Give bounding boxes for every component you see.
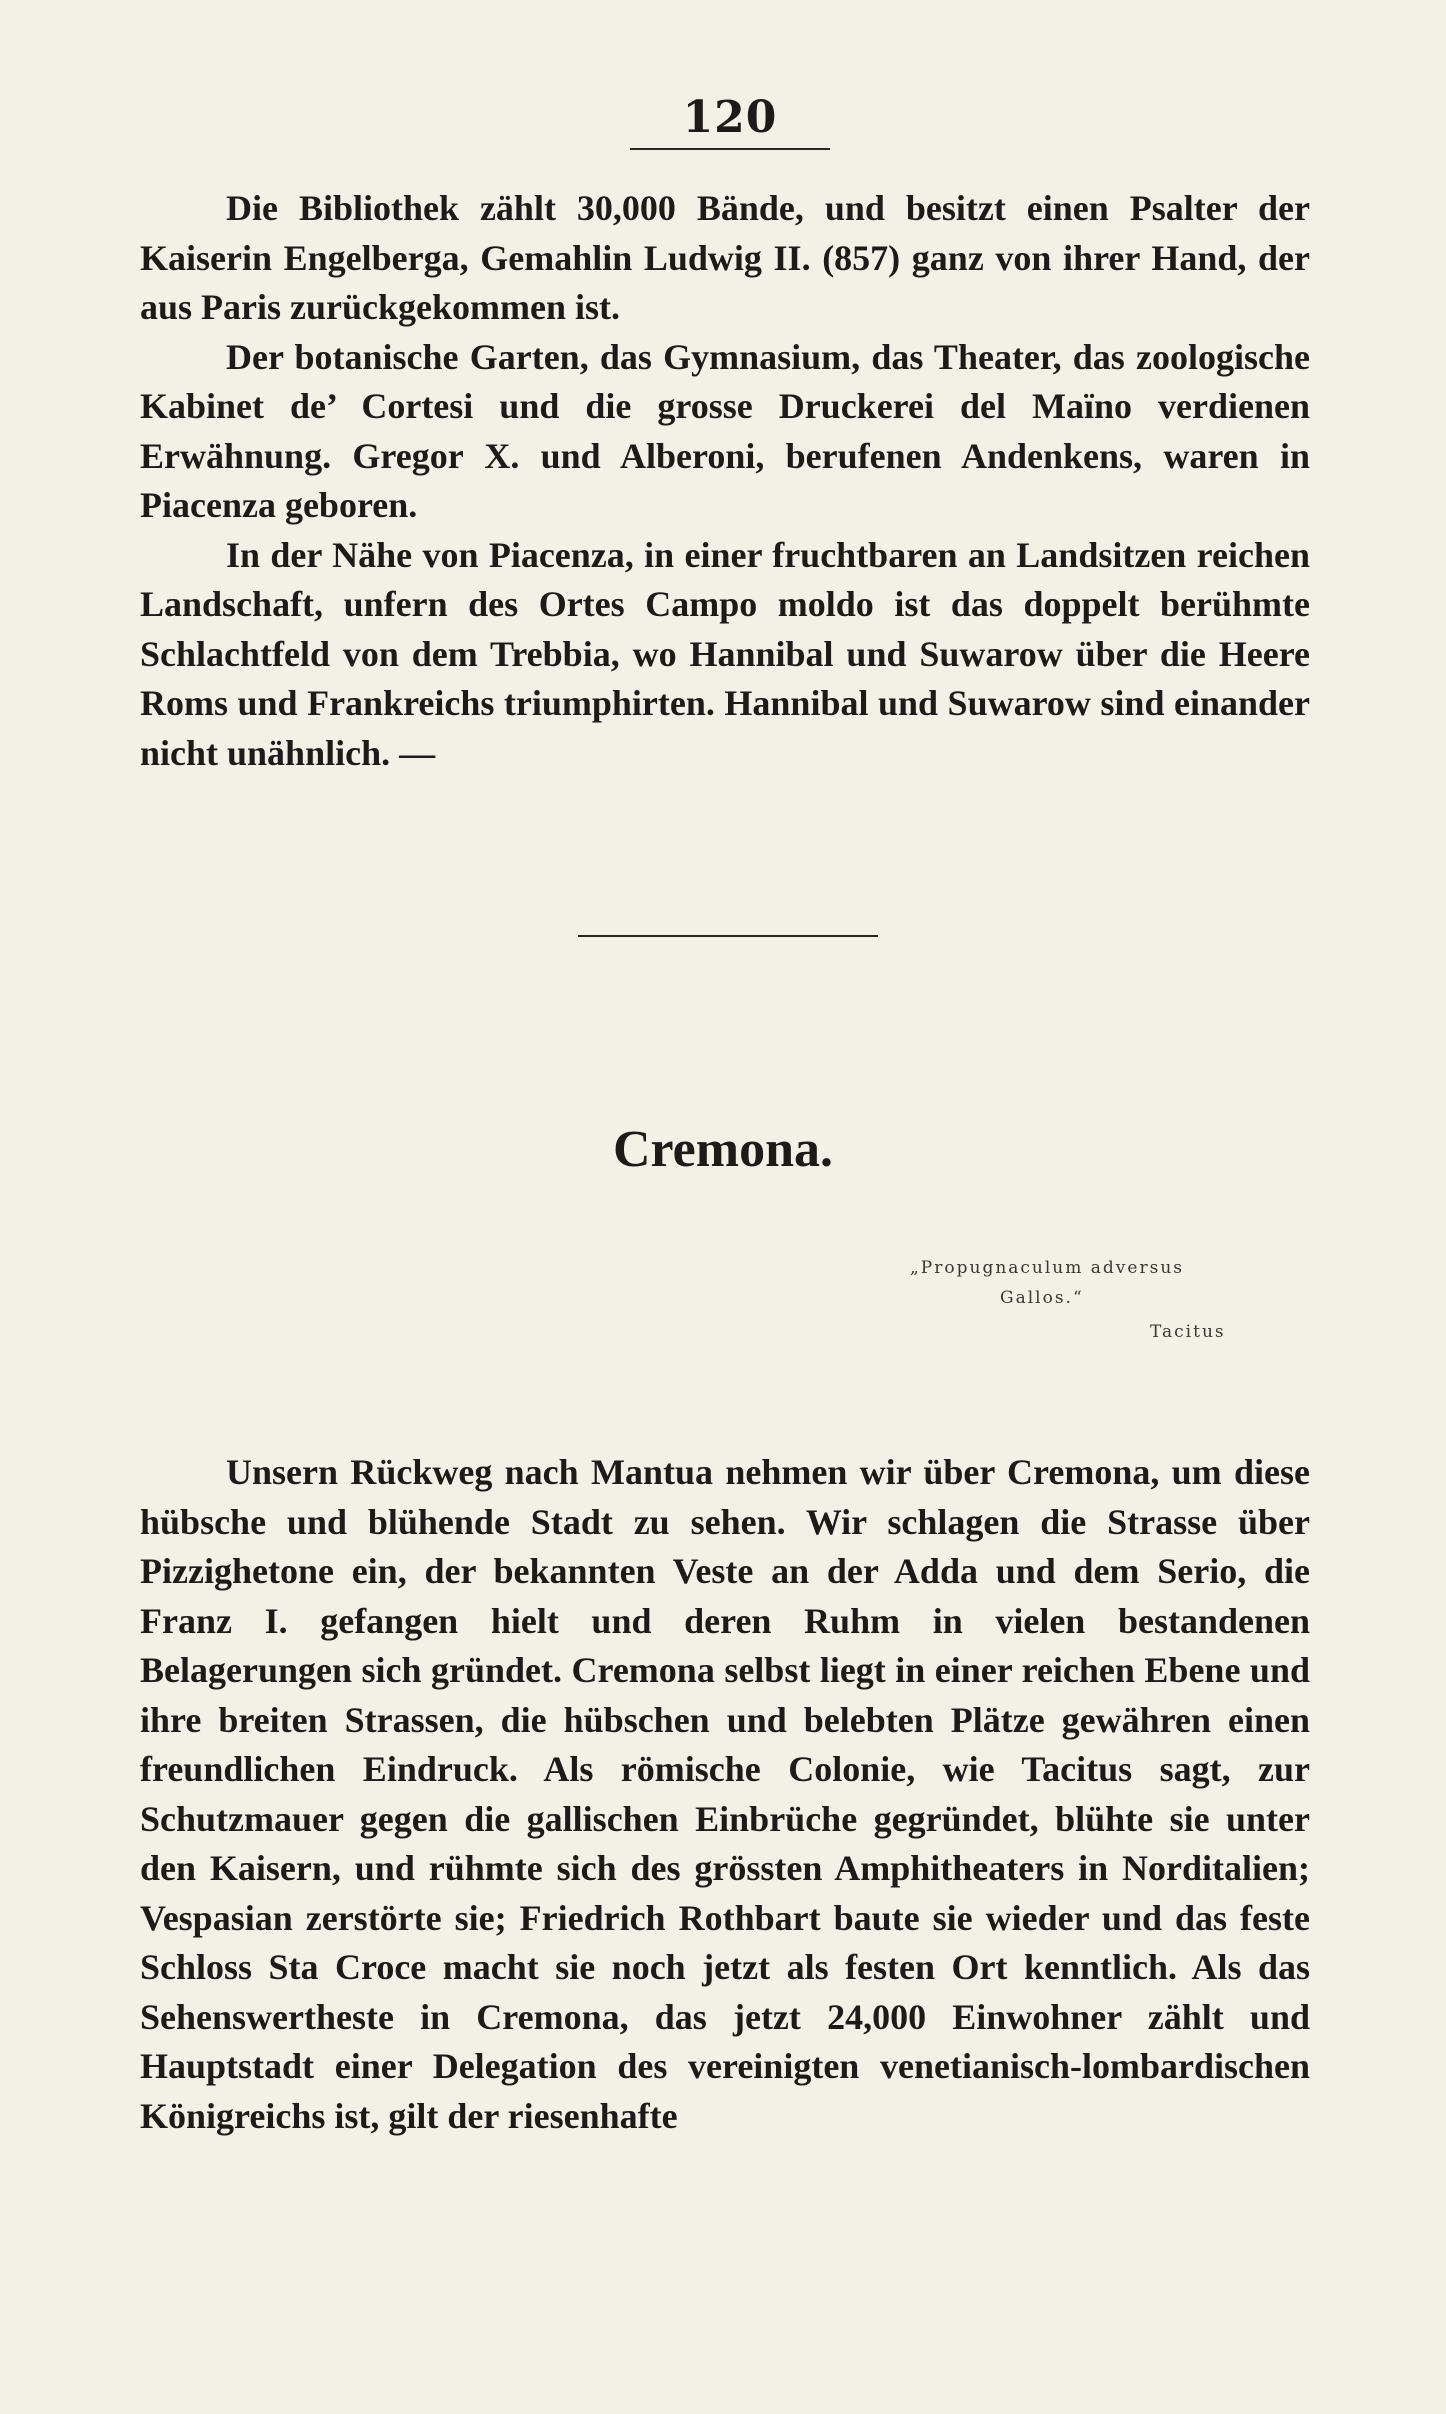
paragraph: Der botanische Garten, das Gymnasium, das Theater, das zoologische Kabinet de’ Cortesi und die grosse Druckerei del Maïno verdienen Erwähnung. Gregor X. und Alberoni, berufenen Andenkens, waren in Piacenza geboren.: [140, 336, 1310, 525]
section-title: Cremona.: [612, 1121, 833, 1178]
page-number: 120: [682, 92, 778, 143]
text-block-cremona: [140, 1448, 1310, 2141]
page-number-rule: [630, 148, 830, 150]
text-block-piacenza: [140, 184, 1310, 778]
paragraph: In der Nähe von Piacenza, in einer fruchtbaren an Landsitzen reichen Landschaft, unfern des Ortes Campo moldo ist das doppelt berühmte Schlachtfeld von dem Trebbia, wo Hannibal und Suwarow über die Heere Roms und Frankreichs triumphirten. Hannibal und Suwarow sind einander nicht unähnlich. —: [140, 534, 1310, 773]
epigraph: [900, 1253, 1300, 1347]
paragraph: Die Bibliothek zählt 30,000 Bände, und besitzt einen Psalter der Kaiserin Engelberga, Gemahlin Ludwig II. (857) ganz von ihrer Hand, der aus Paris zurückgekommen ist.: [140, 188, 1310, 327]
section-divider: [578, 935, 878, 937]
paragraph: Unsern Rückweg nach Mantua nehmen wir über Cremona, um diese hübsche und blühende Stadt zu sehen. Wir schlagen die Strasse über Pizzighetone ein, der bekannten Veste an der Adda und dem Serio, die Franz I. gefangen hielt und deren Ruhm in vielen bestandenen Belagerungen sich gründet. Cremona selbst liegt in einer reichen Ebene und ihre breiten Strassen, die hübschen und belebten Plätze gewähren einen freundlichen Eindruck. Als römische Colonie, wie Tacitus sagt, zur Schutzmauer gegen die gallischen Einbrüche gegründet, blühte sie unter den Kaisern, und rühmte sich des grössten Amphitheaters in Norditalien; Vespasian zerstörte sie; Friedrich Rothbart baute sie wieder und das feste Schloss Sta Croce macht sie noch jetzt als festen Ort kenntlich. Als das Sehenswertheste in Cremona, das jetzt 24,000 Einwohner zählt und Hauptstadt einer Delegation des vereinigten venetianisch-lombardischen Königreichs ist, gilt der riesenhafte: [140, 1452, 1310, 2136]
epigraph-attribution: Tacitus: [1150, 1322, 1226, 1342]
epigraph-line: Gallos.“: [1000, 1288, 1084, 1308]
epigraph-line: „Propugnaculum adversus: [910, 1258, 1184, 1278]
